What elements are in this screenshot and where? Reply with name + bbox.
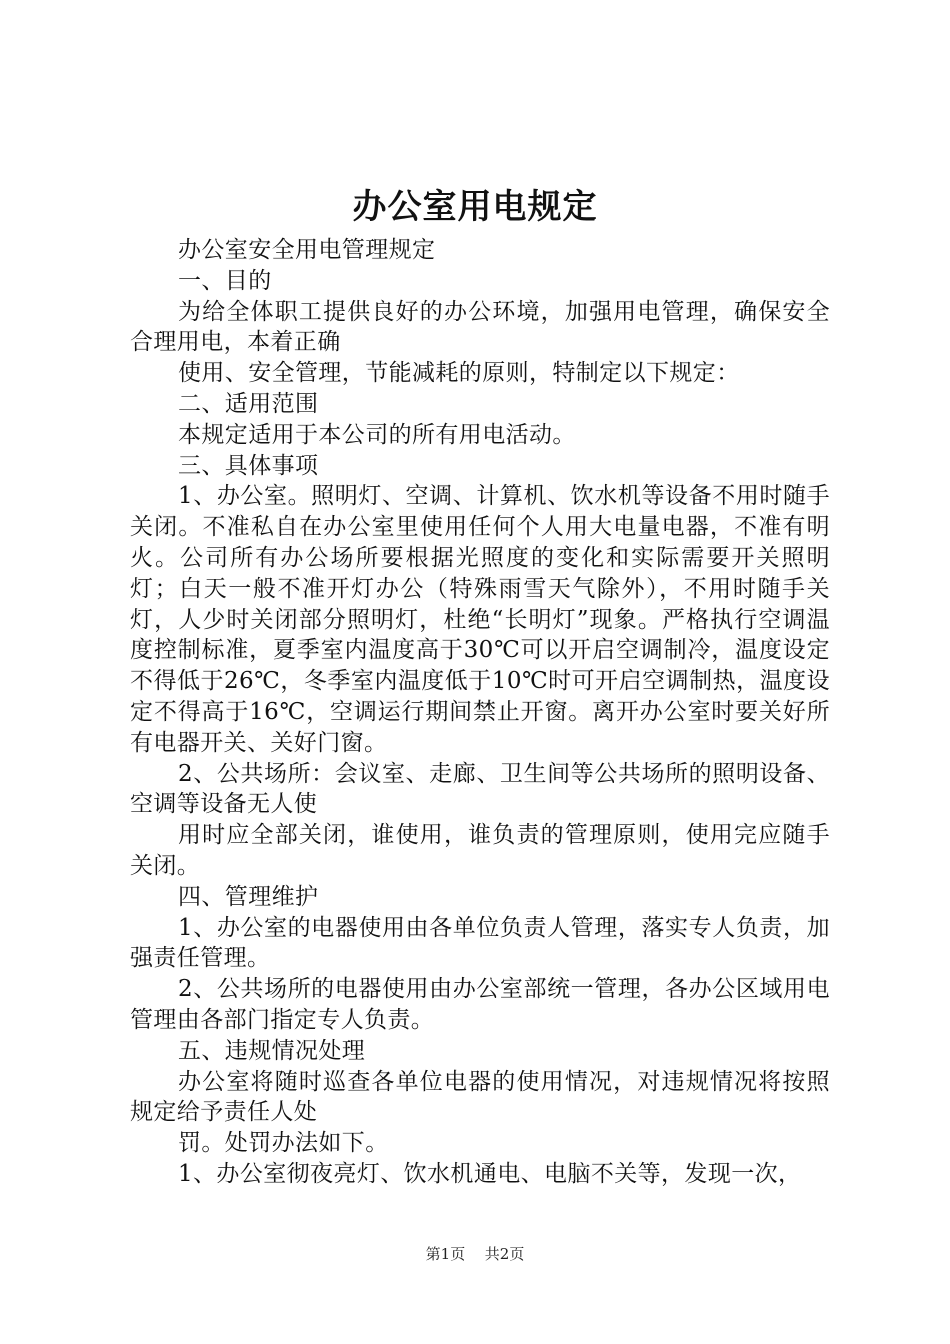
paragraph-public-areas-1: 2、公共场所：会议室、走廊、卫生间等公共场所的照明设备、空调等设备无人使	[130, 760, 830, 818]
page-footer	[0, 1244, 950, 1264]
paragraph-maintenance-1: 1、办公室的电器使用由各单位负责人管理，落实专人负责，加强责任管理。	[130, 914, 830, 972]
paragraph-public-areas-2: 用时应全部关闭，谁使用，谁负责的管理原则，使用完应随手关闭。	[130, 822, 830, 879]
heading-purpose: 一、目的	[178, 267, 272, 294]
paragraph-penalty-1: 1、办公室彻夜亮灯、饮水机通电、电脑不关等，发现一次，	[178, 1160, 802, 1187]
paragraph-maintenance-2: 2、公共场所的电器使用由办公室部统一管理，各办公区域用电管理由各部门指定专人负责。	[130, 976, 830, 1033]
paragraph-purpose-2: 使用、安全管理，节能减耗的原则，特制定以下规定：	[178, 360, 740, 387]
paragraph-violations-2: 罚。处罚办法如下。	[178, 1130, 389, 1157]
paragraph-violations-1: 办公室将随时巡查各单位电器的使用情况，对违规情况将按照规定给予责任人处	[130, 1068, 830, 1126]
heading-scope: 二、适用范围	[178, 390, 319, 417]
page-total: 共2页	[484, 1245, 525, 1263]
page-number: 第1页	[425, 1245, 466, 1263]
paragraph-purpose-1: 为给全体职工提供良好的办公环境，加强用电管理，确保安全合理用电，本着正确	[130, 298, 830, 356]
heading-violations: 五、违规情况处理	[178, 1037, 366, 1064]
document-body	[130, 235, 830, 1190]
paragraph-scope: 本规定适用于本公司的所有用电活动。	[178, 421, 576, 448]
heading-maintenance: 四、管理维护	[178, 883, 319, 910]
document-title: 办公室用电规定	[352, 187, 598, 227]
paragraph-subtitle: 办公室安全用电管理规定	[178, 237, 436, 263]
heading-specifics: 三、具体事项	[178, 452, 319, 479]
paragraph-office-rules: 1、办公室。照明灯、空调、计算机、饮水机等设备不用时随手关闭。不准私自在办公室里使用任何个人用大电量电器，不准有明火。公司所有办公场所要根据光照度的变化和实际需要开关照明灯；白天一般不准开灯办公（特殊雨雪天气除外），不用时随手关灯，人少时关闭部分照明灯，杜绝“长明灯”现象。严格执行空调温度控制标准，夏季室内温度高于30℃可以开启空调制冷，温度设定不得低于26℃，冬季室内温度低于10℃时可开启空调制热，温度设定不得高于16℃，空调运行期间禁止开窗。离开办公室时要关好所有电器开关、关好门窗。	[130, 483, 830, 756]
